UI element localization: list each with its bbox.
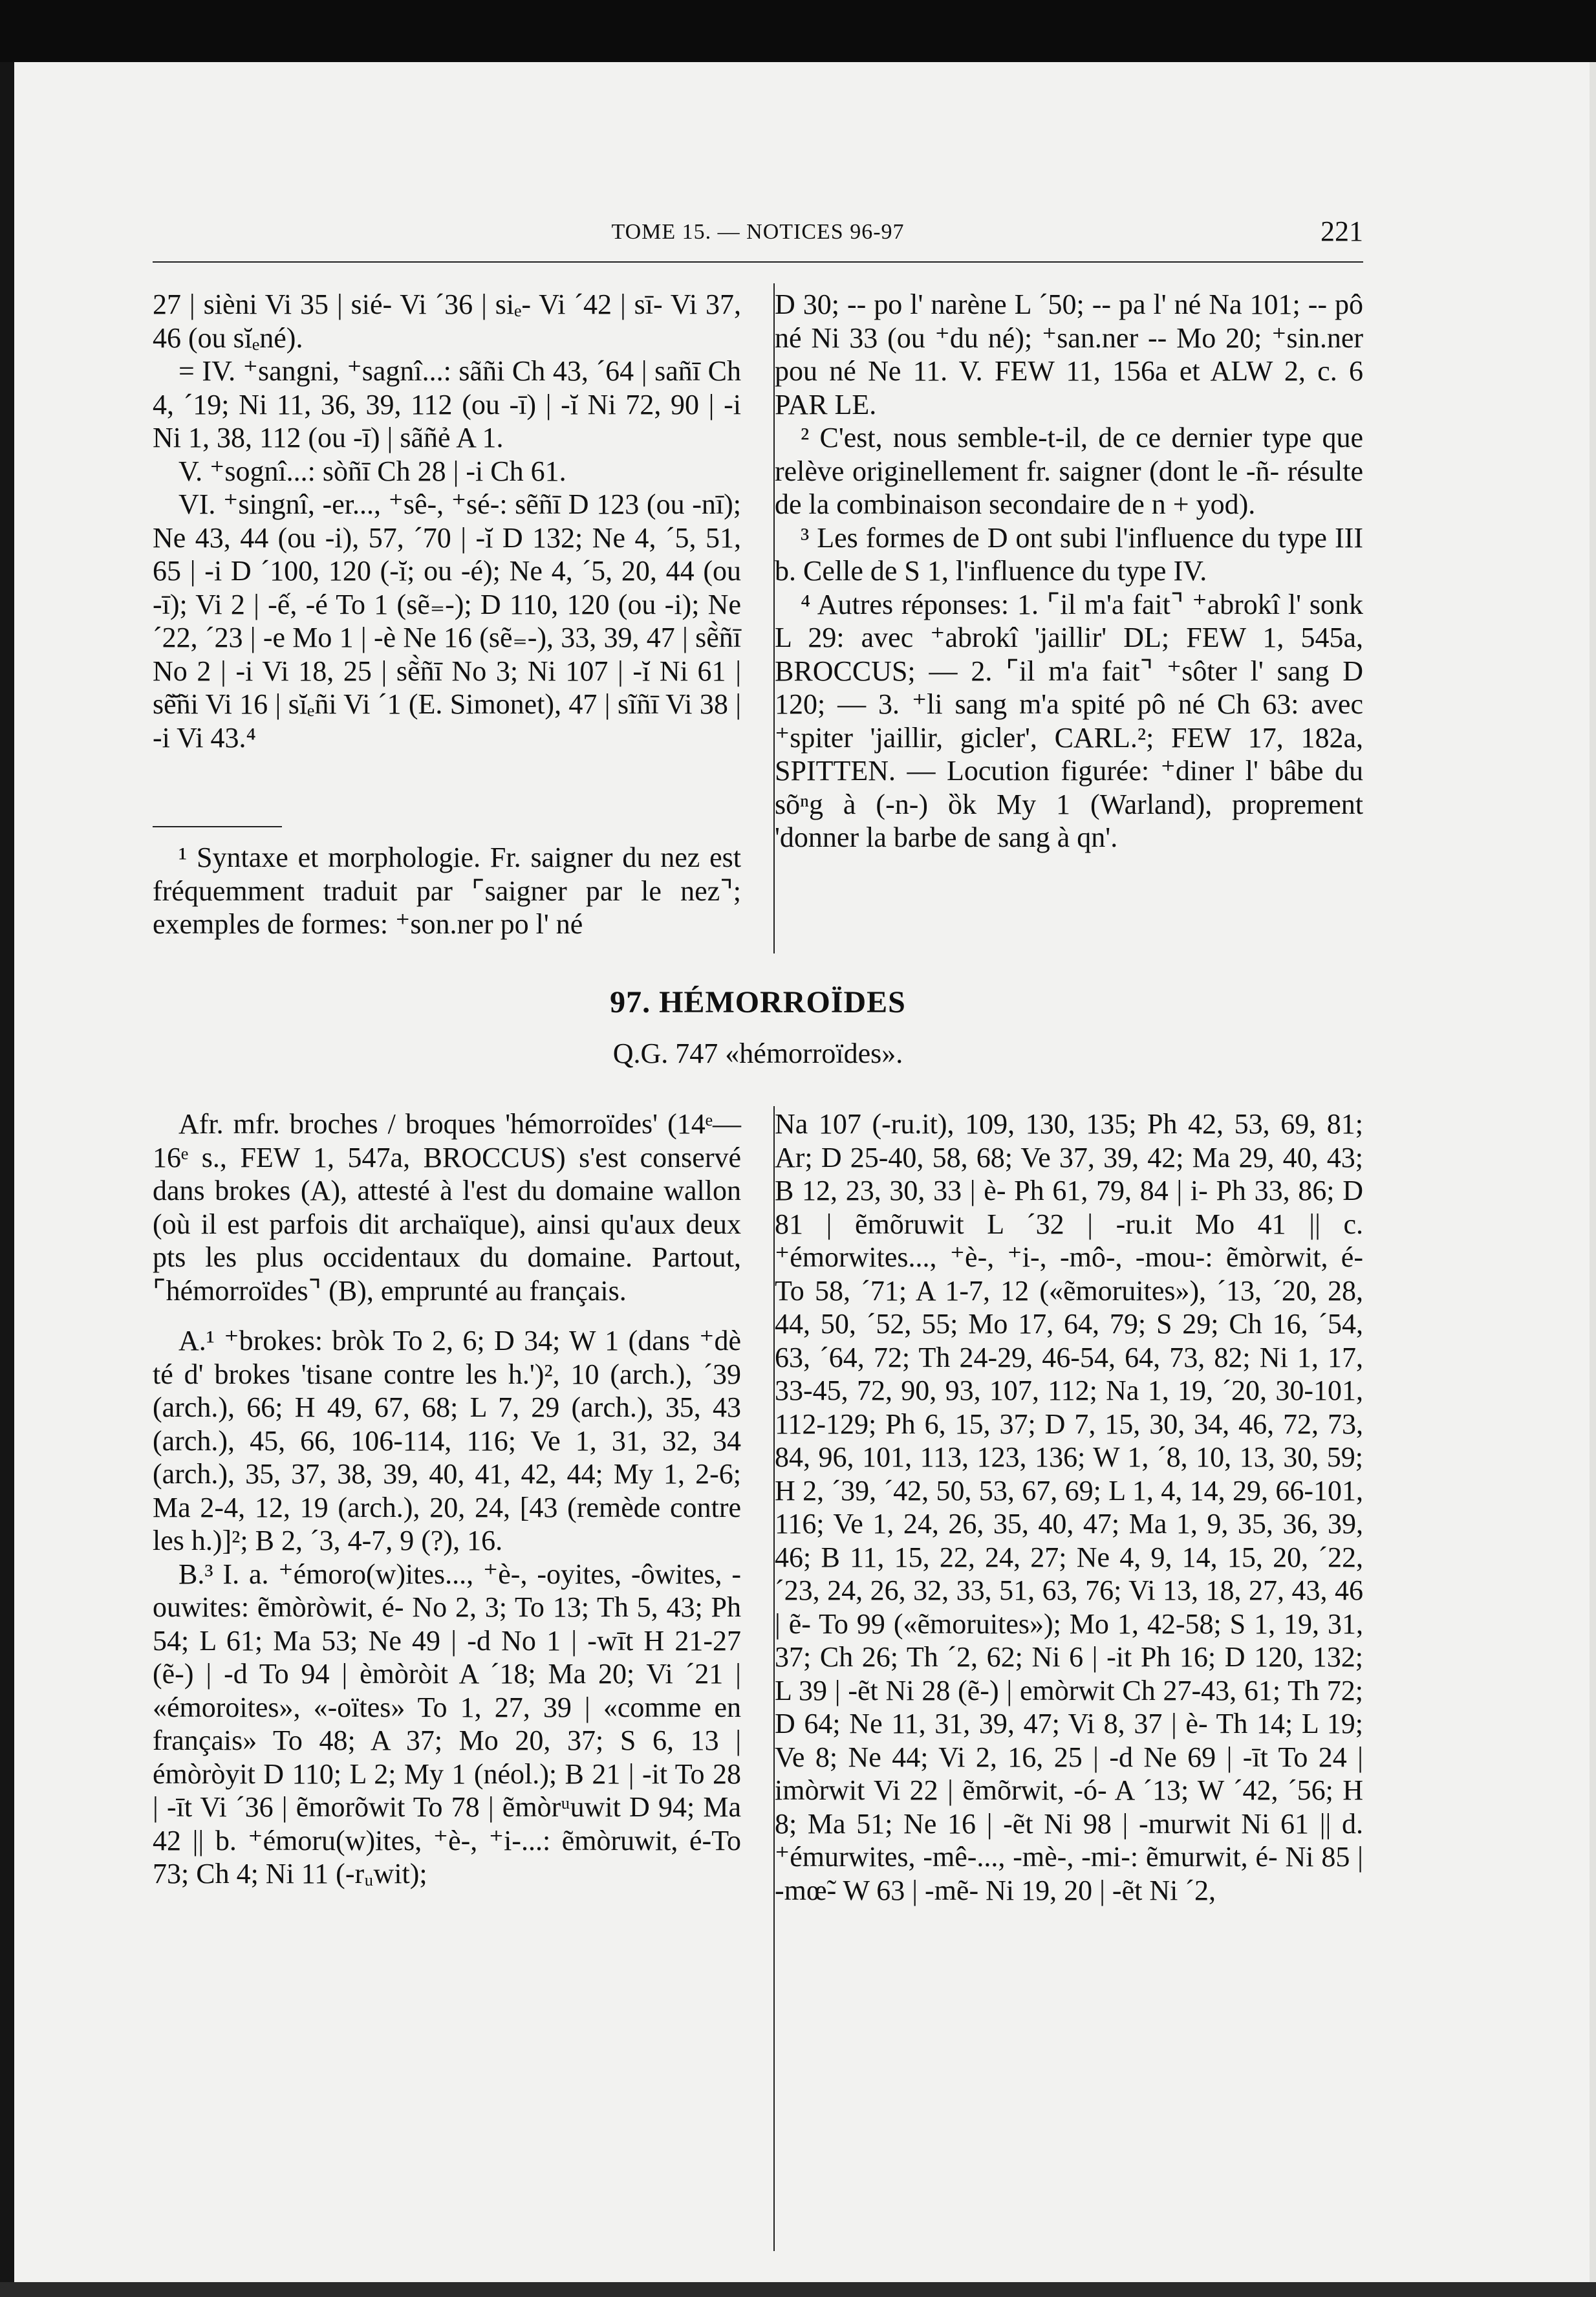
page-number: 221	[1321, 215, 1363, 247]
footnote-2: ² C'est, nous semble-t-il, de ce dernier type que relève originellement fr. saigner (dont le -ñ- résulte de la combinaison secondaire de n + yod).	[775, 422, 1363, 520]
scan-border-right	[1590, 62, 1596, 2297]
top-left-column	[153, 288, 741, 754]
text-line: V. ⁺sognî...: sòñī Ch 28 | -i Ch 61.	[178, 455, 566, 487]
footnote-text: ¹ Syntaxe et morphologie. Fr. saigner du nez est fréquemment traduit par ⌜saigner par le nez⌝; exemples de formes: ⁺son.ner po l' né	[153, 842, 741, 940]
running-header	[153, 215, 1363, 260]
text-line: VI. ⁺singnî, -er..., ⁺sê-, ⁺sé-: sẽñī D 123 (ou -nī); Ne 43, 44 (ou -i), 57, ´70 | -ĭ D 132; Ne 4, ´5, 51, 65 | -i D ´100, 120 (-ĭ; ou -é); Ne 4, ´5, 20, 44 (ou -ī); Vi 2 | -ế, -é To 1 (sẽ₌-); D 110, 120 (ou -i); Ne ´22, ´23 | -e Mo 1 | -è Ne 16 (sẽ₌-), 33, 39, 47 | sẽ̀ñī No 2 | -i Vi 18, 25 | sẽ̀ñī No 3; Ni 107 | -ĭ Ni 61 | sẽ̆ñi Vi 16 | sĭₑñi Vi ´1 (E. Simonet), 47 | sĩñī Vi 38 | -i Vi 43.⁴	[153, 488, 741, 754]
bottom-left-column	[153, 1107, 741, 1891]
scan-border-top	[0, 0, 1596, 62]
bottom-right-column	[775, 1107, 1363, 1907]
text-line: = IV. ⁺sangni, ⁺sagnî...: sãñi Ch 43, ´64 | sañī Ch 4, ´19; Ni 11, 36, 39, 112 (ou -ī) | -ĭ Ni 72, 90 | -i Ni 1, 38, 112 (ou -ī) | sãñẻ A 1.	[153, 355, 741, 453]
section-subtitle: Q.G. 747 «hémorroïdes».	[612, 1038, 903, 1069]
paragraph-b: B.³ I. a. ⁺émoro(w)ites..., ⁺è-, -oyites, -ôwites, -ouwites: ẽmòròwit, é- No 2, 3; To 13; Th 5, 43; Ph 54; L 61; Ma 53; Ne 49 | -d No 1 | -wīt H 21-27 (ẽ-) | -d To 94 | èmòròit A ´18; Ma 20; Vi ´21 | «émoroites», «-oïtes» To 1, 27, 39 | «comme en français» To 48; A 37; Mo 20, 37; S 6, 13 | émòròyit D 110; L 2; My 1 (néol.); B 21 | -it To 28 | -īt Vi ´36 | ẽmorõwit To 78 | ẽmòrᵘuwit D 94; Ma 42 || b. ⁺émoru(w)ites, ⁺è-, ⁺i-...: ẽmòruwit, é-To 73; Ch 4; Ni 11 (-rᵤwit);	[153, 1558, 741, 1889]
footnote-3: ³ Les formes de D ont subi l'influence du type III b. Celle de S 1, l'influence du type IV.	[775, 521, 1363, 587]
scan-border-bottom	[0, 2282, 1596, 2297]
text-paragraph: Na 107 (-ru.it), 109, 130, 135; Ph 42, 53, 69, 81; Ar; D 25-40, 58, 68; Ve 37, 39, 42; Ma 29, 40, 43; B 12, 23, 30, 33 | è- Ph 61, 79, 84 | i- Ph 33, 86; D 81 | ẽmõruwit L ´32 | -ru.it Mo 41 || c. ⁺émorwites..., ⁺è-, ⁺i-, -mô-, -mou-: ẽmòrwit, é- To 58, ´71; A 1-7, 12 («ẽmoruites»), ´13, ´20, 28, 44, 50, ´52, 55; Mo 17, 64, 79; S 29; Ch 16, ´54, 63, ´64, 72; Th 24-29, 46-54, 64, 73, 82; Ni 1, 17, 33-45, 72, 90, 93, 107, 112; Na 1, 19, ´20, 30-101, 112-129; Ph 6, 15, 37; D 7, 15, 30, 34, 46, 72, 73, 84, 96, 101, 113, 123, 136; W 1, ´8, 10, 13, 30, 59; H 2, ´39, ´42, 50, 53, 67, 69; L 1, 4, 14, 29, 66-101, 116; Ve 1, 24, 26, 35, 40, 47; Ma 1, 9, 35, 36, 39, 46; B 11, 15, 22, 24, 27; Ne 4, 9, 14, 15, 20, ´22, ´23, 24, 26, 32, 33, 51, 63, 76; Vi 13, 18, 27, 43, 46 | ẽ- To 99 («ẽmoruites»); Mo 1, 42-58; S 1, 19, 31, 37; Ch 26; Th ´2, 62; Ni 6 | -it Ph 16; D 120, 132; L 39 | -ẽt Ni 28 (ẽ-) | emòrwit Ch 27-43, 61; Th 72; D 64; Ne 11, 31, 39, 47; Vi 8, 37 | è- Th 14; L 19; Ve 8; Ne 44; Vi 2, 16, 25 | -d Ne 69 | -īt To 24 | imòrwit Vi 22 | ẽmõrwit, -ó- A ´13; W ´42, ´56; H 8; Ma 51; Ne 16 | -ẽt Ni 98 | -murwit Ni 61 || d. ⁺émurwites, -mê-..., -mè-, -mi-: ẽmurwit, é- Ni 85 | -mœ̃- W 63 | -mẽ- Ni 19, 20 | -ẽt Ni ´2,	[775, 1108, 1363, 1906]
footnote-1	[153, 841, 741, 941]
scan-border-left	[0, 62, 14, 2297]
section-title: 97. HÉMORROÏDES	[610, 985, 906, 1019]
footnote-rule	[153, 826, 282, 827]
top-right-column	[775, 288, 1363, 855]
text-line: D 30; -- po l' narène L ´50; -- pa l' né Na 101; -- pô né Ni 33 (ou ⁺du né); ⁺san.ner -- Mo 20; ⁺sin.ner pou né Ne 11. V. FEW 11, 156a et ALW 2, c. 6 PAR LE.	[775, 288, 1363, 420]
running-title: TOME 15. — NOTICES 96-97	[611, 220, 905, 244]
intro-paragraph: Afr. mfr. broches / broques 'hémorroïdes' (14ᵉ—16ᵉ s., FEW 1, 547a, BROCCUS) s'est conservé dans brokes (A), attesté à l'est du domaine wallon (où il est parfois dit archaïque), ainsi qu'aux deux pts les plus occidentaux du domaine. Partout, ⌜hémorroïdes⌝ (B), emprunté au français.	[153, 1108, 741, 1307]
header-rule	[153, 261, 1363, 263]
text-line: 27 | sièni Vi 35 | sié- Vi ´36 | siₑ- Vi ´42 | sī- Vi 37, 46 (ou sĭₑné).	[153, 288, 741, 354]
footnote-4: ⁴ Autres réponses: 1. ⌜il m'a fait⌝ ⁺abrokî l' sonk L 29: avec ⁺abrokî 'jaillir' DL; FEW 1, 545a, BROCCUS; — 2. ⌜il m'a fait⌝ ⁺sôter l' sang D 120; — 3. ⁺li sang m'a spité pô né Ch 63: avec ⁺spiter 'jaillir, gicler', CARL.²; FEW 17, 182a, SPITTEN. — Locution figurée: ⁺diner l' bâbe du sõⁿg à (-n-) ȍk My 1 (Warland), proprement 'donner la barbe de sang à qn'.	[775, 588, 1363, 853]
paragraph-a: A.¹ ⁺brokes: bròk To 2, 6; D 34; W 1 (dans ⁺dè té d' brokes 'tisane contre les h.')², 10 (arch.), ´39 (arch.), 66; H 49, 67, 68; L 7, 29 (arch.), 35, 43 (arch.), 45, 66, 106-114, 116; Ve 1, 31, 32, 34 (arch.), 35, 37, 38, 39, 40, 41, 42, 44; My 1, 2-6; Ma 2-4, 12, 19 (arch.), 20, 24, [43 (remède contre les h.)]²; B 2, ´3, 4-7, 9 (?), 16.	[153, 1325, 741, 1556]
